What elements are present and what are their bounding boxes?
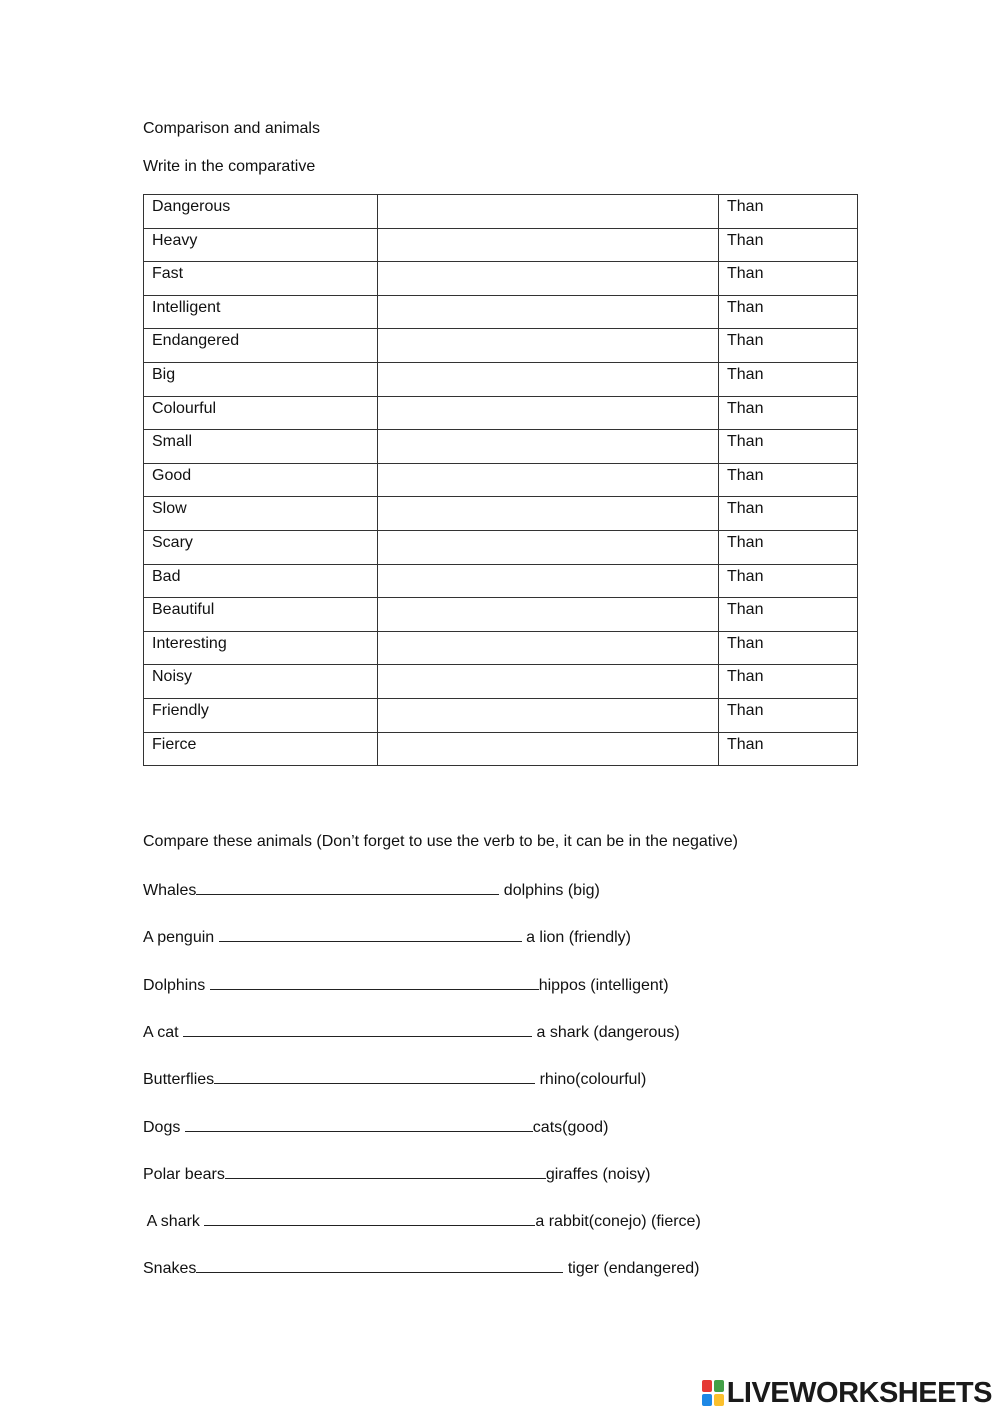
adjective-cell: Endangered: [144, 329, 378, 363]
table-row: [144, 665, 858, 699]
comparative-answer-cell[interactable]: [378, 564, 719, 598]
than-cell: Than: [719, 396, 858, 430]
table-row: [144, 430, 858, 464]
sentence-item: [143, 975, 669, 995]
than-cell: Than: [719, 329, 858, 363]
sentence-end: hippos (intelligent): [538, 976, 669, 994]
sentence-item: [143, 1069, 646, 1089]
table-row: [144, 396, 858, 430]
sentence-item: [143, 1258, 699, 1278]
sentence-end: a lion (friendly): [521, 929, 631, 947]
table-row: [144, 463, 858, 497]
answer-blank[interactable]: [196, 880, 499, 895]
sentence-start: Dolphins: [143, 976, 210, 994]
than-cell: Than: [719, 732, 858, 766]
than-cell: Than: [719, 698, 858, 732]
comparative-answer-cell[interactable]: [378, 396, 719, 430]
worksheet-title: Comparison and animals: [143, 120, 320, 137]
logo-text: LIVEWORKSHEETS: [726, 1376, 992, 1409]
comparative-answer-cell[interactable]: [378, 362, 719, 396]
adjective-cell: Beautiful: [144, 598, 378, 632]
sentence-start: A penguin: [143, 929, 219, 947]
comparative-answer-cell[interactable]: [378, 530, 719, 564]
sentence-item: [143, 880, 600, 900]
sentence-start: Dogs: [143, 1118, 185, 1136]
comparative-answer-cell[interactable]: [378, 228, 719, 262]
comparative-answer-cell[interactable]: [378, 430, 719, 464]
than-cell: Than: [719, 228, 858, 262]
than-cell: Than: [719, 430, 858, 464]
answer-blank[interactable]: [204, 1211, 535, 1226]
section1-instruction: Write in the comparative: [143, 158, 316, 175]
than-cell: Than: [719, 665, 858, 699]
comparative-answer-cell[interactable]: [378, 195, 719, 229]
table-row: [144, 564, 858, 598]
adjective-cell: Fast: [144, 262, 378, 296]
table-row: [144, 329, 858, 363]
liveworksheets-logo: [702, 1376, 992, 1410]
adjective-cell: Scary: [144, 530, 378, 564]
answer-blank[interactable]: [185, 1117, 533, 1132]
comparative-answer-cell[interactable]: [378, 262, 719, 296]
sentence-start: Butterflies: [143, 1071, 215, 1089]
sentence-item: [143, 927, 631, 947]
adjective-cell: Bad: [144, 564, 378, 598]
answer-blank[interactable]: [210, 975, 539, 990]
than-cell: Than: [719, 530, 858, 564]
sentence-end: a shark (dangerous): [532, 1023, 680, 1041]
adjective-cell: Dangerous: [144, 195, 378, 229]
sentence-end: dolphins (big): [499, 882, 600, 899]
table-row: [144, 530, 858, 564]
than-cell: Than: [719, 564, 858, 598]
answer-blank[interactable]: [196, 1258, 563, 1273]
adjective-cell: Noisy: [144, 665, 378, 699]
comparative-answer-cell[interactable]: [378, 665, 719, 699]
adjective-cell: Fierce: [144, 732, 378, 766]
adjective-cell: Heavy: [144, 228, 378, 262]
sentence-start: Whales: [143, 882, 197, 899]
comparative-answer-cell[interactable]: [378, 732, 719, 766]
table-row: [144, 228, 858, 262]
sentence-start: Snakes: [143, 1260, 197, 1278]
than-cell: Than: [719, 295, 858, 329]
logo-icon: [702, 1380, 724, 1406]
comparative-answer-cell[interactable]: [378, 698, 719, 732]
comparative-table: [143, 194, 858, 766]
sentence-item: [143, 1117, 608, 1137]
table-row: [144, 497, 858, 531]
than-cell: Than: [719, 195, 858, 229]
sentence-end: giraffes (noisy): [545, 1165, 651, 1183]
sentence-item: [143, 1164, 650, 1184]
than-cell: Than: [719, 362, 858, 396]
table-row: [144, 598, 858, 632]
answer-blank[interactable]: [214, 1069, 535, 1084]
sentence-item: [143, 1211, 701, 1231]
answer-blank[interactable]: [225, 1164, 546, 1179]
sentence-start: A shark: [143, 1213, 205, 1231]
adjective-cell: Friendly: [144, 698, 378, 732]
answer-blank[interactable]: [183, 1022, 532, 1037]
table-row: [144, 631, 858, 665]
sentence-end: rhino(colourful): [535, 1071, 647, 1089]
than-cell: Than: [719, 497, 858, 531]
sentence-end: cats(good): [532, 1118, 609, 1136]
than-cell: Than: [719, 463, 858, 497]
sentence-end: tiger (endangered): [563, 1260, 700, 1278]
section2-instruction: Compare these animals (Don’t forget to use the verb to be, it can be in the negative): [143, 833, 738, 850]
adjective-cell: Colourful: [144, 396, 378, 430]
sentence-item: [143, 1022, 680, 1042]
than-cell: Than: [719, 262, 858, 296]
sentence-start: Polar bears: [143, 1165, 225, 1183]
adjective-cell: Slow: [144, 497, 378, 531]
table-row: [144, 698, 858, 732]
comparative-answer-cell[interactable]: [378, 329, 719, 363]
comparative-answer-cell[interactable]: [378, 598, 719, 632]
sentence-start: A cat: [143, 1023, 184, 1041]
adjective-cell: Good: [144, 463, 378, 497]
comparative-answer-cell[interactable]: [378, 295, 719, 329]
comparative-answer-cell[interactable]: [378, 463, 719, 497]
comparative-answer-cell[interactable]: [378, 631, 719, 665]
than-cell: Than: [719, 631, 858, 665]
comparative-answer-cell[interactable]: [378, 497, 719, 531]
adjective-cell: Big: [144, 362, 378, 396]
sentence-end: a rabbit(conejo) (fierce): [535, 1213, 701, 1231]
answer-blank[interactable]: [219, 927, 522, 942]
adjective-cell: Interesting: [144, 631, 378, 665]
table-row: [144, 195, 858, 229]
table-row: [144, 732, 858, 766]
table-row: [144, 362, 858, 396]
table-row: [144, 262, 858, 296]
adjective-cell: Small: [144, 430, 378, 464]
table-row: [144, 295, 858, 329]
than-cell: Than: [719, 598, 858, 632]
adjective-cell: Intelligent: [144, 295, 378, 329]
